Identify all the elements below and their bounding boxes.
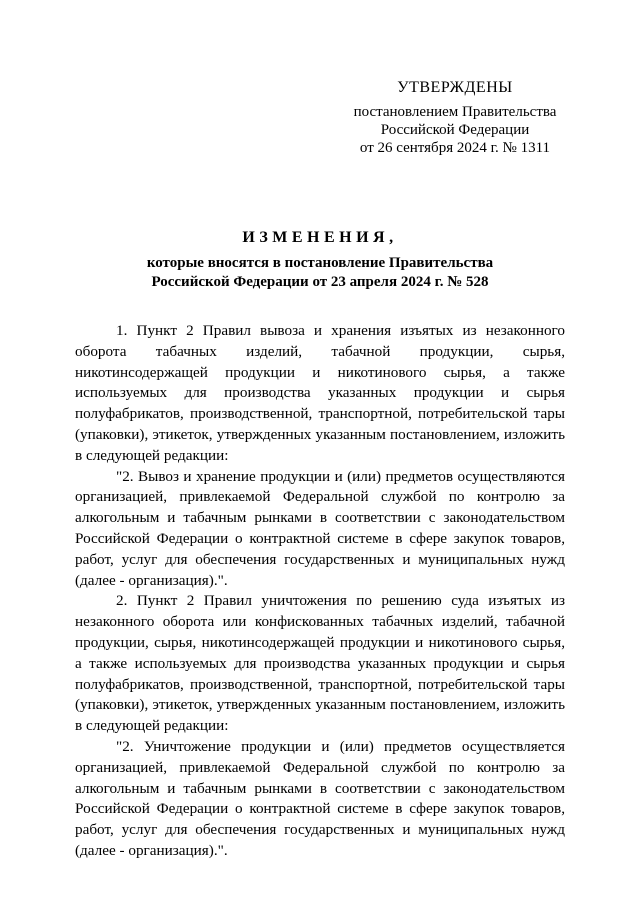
paragraph-3: 2. Пункт 2 Правил уничтожения по решению суда изъятых из незаконного оборота или конфискованных табачных изделий, табачной продукции, сырья, никотинсодержащей продукции и никотинового сырья, а также используемых для производства указанных продукции и сырья полуфабрикатов, производственной, транспортной, потребительской тары (упаковки), этикеток, утвержденных указанным постановлением, изложить в следующей редакции: [75,592,565,735]
title-line-1: которые вносятся в постановление Правительства [146,255,494,271]
document-body [75,321,565,862]
paragraph-1: 1. Пункт 2 Правил вывоза и хранения изъятых из незаконного оборота табачных изделий, табачной продукции, сырья, никотинсодержащей продукции и никотинового сырья, а также используемых для производства указанных продукции и сырья полуфабрикатов, производственной, транспортной, потребительской тары (упаковки), этикеток, утвержденных указанным постановлением, изложить в следующей редакции: [75,322,565,464]
title-line-2: Российской Федерации от 23 апреля 2024 г. № 528 [151,274,489,290]
document-title [75,228,565,292]
paragraph-4: "2. Уничтожение продукции и (или) предметов осуществляется организацией, привлекаемой Федеральной службой по контролю за алкогольным и табачным рынками в соответствии с законодательством Российской Федерации о контрактной системе в сфере закупок товаров, работ, услуг для обеспечения государственных и муниципальных нужд (далее - организация).". [75,737,565,859]
title-main: ИЗМЕНЕНИЯ, [242,229,398,246]
approval-line-1: постановлением Правительства [353,104,557,120]
approval-line-3: от 26 сентября 2024 г. № 1311 [359,140,551,156]
approval-line-2: Российской Федерации [380,122,530,138]
approval-heading: УТВЕРЖДЕНЫ [397,79,513,96]
approval-stamp [340,79,570,157]
paragraph-2: "2. Вывоз и хранение продукции и (или) предметов осуществляются организацией, привлекаемой Федеральной службой по контролю за алкогольным и табачным рынками в соответствии с законодательством Российской Федерации о контрактной системе в сфере закупок товаров, работ, услуг для обеспечения государственных и муниципальных нужд (далее - организация).". [75,467,565,589]
